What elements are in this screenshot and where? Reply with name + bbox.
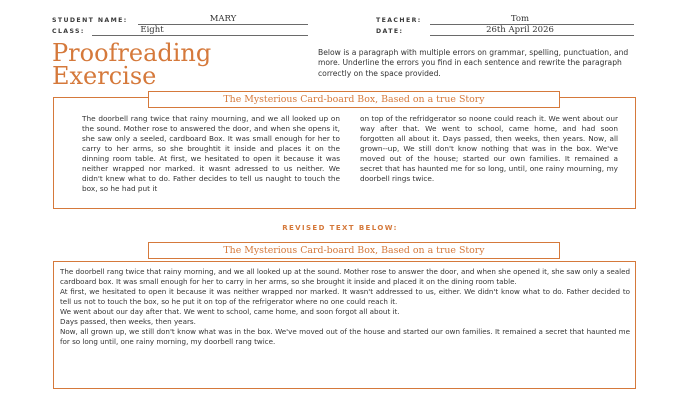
- date-label: DATE:: [376, 28, 404, 35]
- date-line: [430, 35, 634, 36]
- story-heading: The Mysterious Card-board Box, Based on a true Story: [148, 91, 560, 108]
- revised-text[interactable]: [60, 267, 630, 347]
- story-left-text: The doorbell rang twice that rainy mourning, and we all looked up on the sound. Mother rose to answered the door, and when she opens it, she saw only a seeled, cardboard Box. It was small enough for her to carry to her arms, so she broughtit it inside and places it on the dinning room table. At first, we hesitated to open it because it was neither wrapped nor marked. it wasnt adressed to us neither. We didn't knew what to do. Father decides to tell us naught to touch the box, so he had put it: [82, 114, 340, 194]
- student-name-label: STUDENT NAME:: [52, 17, 128, 24]
- revised-paragraph: At first, we hesitated to open it because it was neither wrapped nor marked. It wasn't addressed to us, either. We didn't know what to do. Father decided to tell us not to touch the box, so he put it on top of the refrigerator where no one could reach it.: [60, 287, 630, 307]
- page-title: [52, 39, 302, 90]
- date-value[interactable]: 26th April 2026: [486, 25, 554, 35]
- student-name-value[interactable]: MARY: [209, 14, 237, 24]
- title-line-2: Exercise: [52, 62, 157, 90]
- revised-paragraph: Now, all grown up, we still don't know what was in the box. We've moved out of the house and started our own families. It remained a secret that haunted me for so long until, one rainy morning, my doorbell rang twice.: [60, 327, 630, 347]
- revised-paragraph: We went about our day after that. We went to school, came home, and soon forgot all about it.: [60, 307, 400, 317]
- story-right-text: on top of the refridgerator so noone could reach it. We went about our way after that. We went to school, came home, and had soon forgotten all about it. Days passed, then weeks, then years. Now, all grown--up, We still don't know nothing that was in the box. We've moved out of the house; started our own families. It remained a secret that has haunted me for so long, until, one rainy mourning, my doorbell rings twice.: [360, 114, 618, 184]
- revised-paragraph: Days passed, then weeks, then years.: [60, 317, 196, 327]
- story-right-column: [360, 114, 618, 184]
- title-line-1: Proofreading: [52, 39, 212, 67]
- class-label: CLASS:: [52, 28, 85, 35]
- instructions: Below is a paragraph with multiple errors on grammar, spelling, punctuation, and more. Underline the errors you find in each sentence and rewrite the paragraph correctly on the space provided.: [318, 48, 629, 78]
- revised-heading: The Mysterious Card-board Box, Based on a true Story: [148, 242, 560, 259]
- class-line: [92, 35, 308, 36]
- story-left-column: [82, 114, 340, 194]
- class-value[interactable]: Eight: [140, 25, 164, 35]
- teacher-value[interactable]: Tom: [510, 14, 530, 24]
- teacher-label: TEACHER:: [376, 17, 422, 24]
- revised-label: REVISED TEXT BELOW:: [282, 224, 398, 232]
- revised-paragraph: The doorbell rang twice that rainy morning, and we all looked up at the sound. Mother rose to answer the door, and when she opened it, she saw only a sealed cardboard box. It was small enough for her to carry in her arms, so she brought it inside and placed it on the dining room table.: [60, 267, 630, 287]
